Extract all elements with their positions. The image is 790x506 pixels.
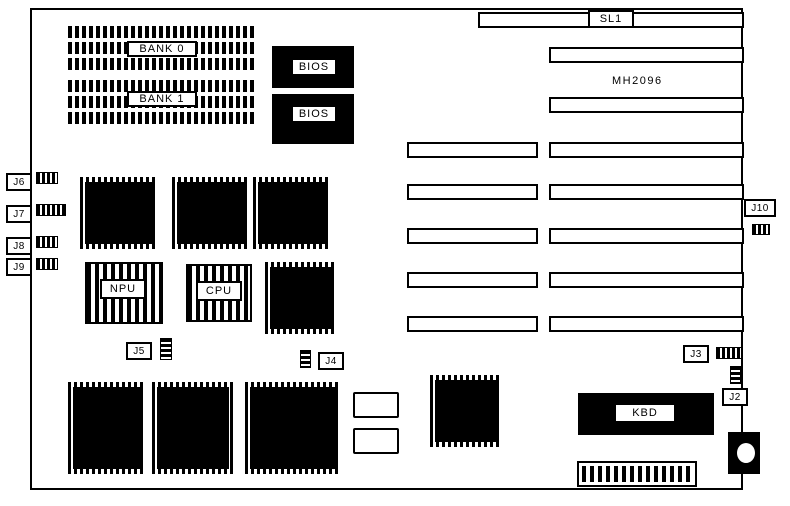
chip-bottom-2-body bbox=[157, 387, 229, 469]
jumper-j7-label[interactable]: J7 bbox=[6, 205, 32, 223]
jumper-j4-header[interactable] bbox=[300, 350, 311, 368]
simm-socket-row bbox=[68, 26, 254, 38]
jumper-j2-label[interactable]: J2 bbox=[722, 388, 748, 406]
jumper-j9-header[interactable] bbox=[36, 258, 58, 270]
bottom-pin-strip-pins bbox=[582, 466, 692, 482]
board-model-label: MH2096 bbox=[612, 75, 663, 87]
jumper-j3-header[interactable] bbox=[716, 347, 742, 359]
bios-chip-1-label: BIOS bbox=[291, 58, 337, 76]
bank-1-label: BANK 1 bbox=[127, 91, 197, 107]
cpu-socket-label: CPU bbox=[196, 281, 242, 301]
jumper-j8-header[interactable] bbox=[36, 236, 58, 248]
jumper-j7-header[interactable] bbox=[36, 204, 66, 216]
slot-sl1-label: SL1 bbox=[588, 10, 634, 28]
oscillator-2 bbox=[353, 428, 399, 454]
bios-chip-2-label: BIOS bbox=[291, 105, 337, 123]
expansion-slot bbox=[549, 97, 744, 113]
expansion-slot bbox=[549, 316, 744, 332]
expansion-slot bbox=[407, 228, 538, 244]
expansion-slot bbox=[549, 272, 744, 288]
jumper-j2-header[interactable] bbox=[730, 366, 741, 384]
keyboard-connector-label: KBD bbox=[614, 403, 676, 423]
chip-bottom-3-body bbox=[250, 387, 336, 469]
din-keyboard-port-inner bbox=[735, 441, 757, 465]
simm-socket-row bbox=[68, 58, 254, 70]
expansion-slot bbox=[549, 47, 744, 63]
simm-socket-row bbox=[68, 112, 254, 124]
npu-socket-label: NPU bbox=[100, 279, 146, 299]
jumper-j10-header[interactable] bbox=[752, 224, 770, 235]
chip-large-3-body bbox=[258, 182, 326, 244]
chip-large-1-body bbox=[85, 182, 153, 244]
jumper-j5-header[interactable] bbox=[160, 338, 172, 360]
expansion-slot bbox=[549, 142, 744, 158]
oscillator-1 bbox=[353, 392, 399, 418]
jumper-j8-label[interactable]: J8 bbox=[6, 237, 32, 255]
expansion-slot bbox=[407, 272, 538, 288]
expansion-slot bbox=[407, 142, 538, 158]
expansion-slot bbox=[549, 184, 744, 200]
jumper-j3-label[interactable]: J3 bbox=[683, 345, 709, 363]
chip-bottom-4-body bbox=[435, 380, 497, 442]
chip-bottom-1-body bbox=[73, 387, 141, 469]
jumper-j9-label[interactable]: J9 bbox=[6, 258, 32, 276]
expansion-slot bbox=[549, 228, 744, 244]
jumper-j6-label[interactable]: J6 bbox=[6, 173, 32, 191]
jumper-j6-header[interactable] bbox=[36, 172, 58, 184]
jumper-j10-label[interactable]: J10 bbox=[744, 199, 776, 217]
expansion-slot bbox=[407, 184, 538, 200]
expansion-slot bbox=[407, 316, 538, 332]
jumper-j5-label[interactable]: J5 bbox=[126, 342, 152, 360]
chip-large-2-body bbox=[177, 182, 245, 244]
bank-0-label: BANK 0 bbox=[127, 41, 197, 57]
chip-large-4-body bbox=[270, 267, 332, 329]
jumper-j4-label[interactable]: J4 bbox=[318, 352, 344, 370]
